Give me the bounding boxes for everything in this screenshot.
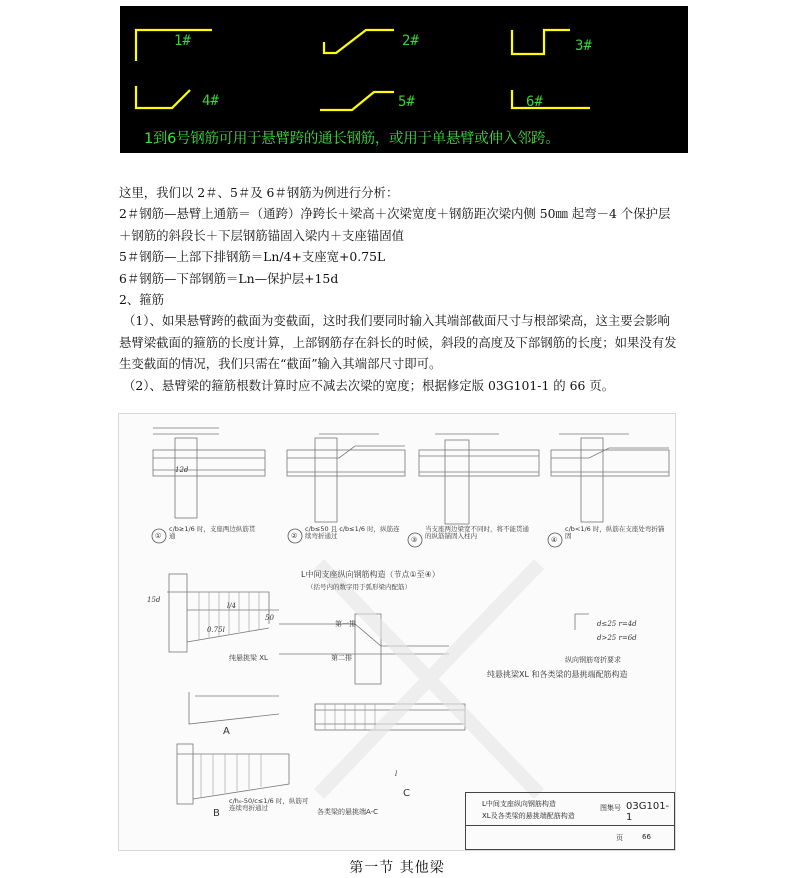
standard-drawing-scan bbox=[118, 413, 676, 851]
intro-paragraph: 这里，我们以 2＃、5＃及 6＃钢筋为例进行分析： bbox=[119, 185, 399, 200]
dim-15d: 15d bbox=[147, 596, 161, 604]
cad-caption: 1到6号钢筋可用于悬臂跨的通长钢筋，或用于单悬臂或伸入邻跨。 bbox=[144, 131, 560, 147]
node-3-note: 当支座两边梁宽不同时，将不能贯通的纵筋锚固入柱内 bbox=[425, 525, 529, 541]
title-block bbox=[465, 792, 675, 850]
bend-detail-title: 纵向钢筋弯折要求 bbox=[565, 656, 621, 664]
first-row-label: 第一排 bbox=[335, 620, 356, 628]
section-title: 第一节 其他梁 bbox=[349, 860, 445, 876]
dim-12d: 12d bbox=[175, 466, 189, 474]
node-4-note: c/b<1/6 时，纵筋在支座处弯折锚固 bbox=[565, 525, 665, 541]
bend-rule-small: d≤25 r=4d bbox=[597, 620, 637, 628]
dim-l-over-4: l/4 bbox=[227, 602, 237, 610]
atlas-label: 图集号 bbox=[600, 804, 621, 812]
rebar-shape-3 bbox=[512, 30, 570, 54]
second-row-label: 第二排 bbox=[331, 654, 352, 662]
dim-075l: 0.75l bbox=[207, 626, 225, 634]
rebar-label-4: 4# bbox=[202, 93, 219, 109]
section-c-label: C bbox=[403, 788, 410, 799]
xl-label: 纯悬挑梁 XL bbox=[229, 654, 268, 662]
cantilever-types-label: 各类梁的悬挑端A-C bbox=[317, 808, 379, 816]
rebar-label-5: 5# bbox=[398, 94, 415, 110]
rebar-label-6: 6# bbox=[526, 94, 543, 110]
page-label: 页 bbox=[616, 834, 623, 842]
node-2-note: c/b≤50 且 c/b≤1/6 时，纵筋连续弯折通过 bbox=[305, 525, 400, 541]
center-title: L中间支座纵向钢筋构造（节点①至④） bbox=[301, 570, 440, 579]
body-text bbox=[119, 182, 679, 396]
title-block-line-2: XL及各类梁的悬挑端配筋构造 bbox=[482, 812, 575, 820]
bend-rule-large: d>25 r=6d bbox=[597, 634, 637, 642]
dim-50: 50 bbox=[265, 614, 274, 622]
dim-l: l bbox=[395, 770, 398, 778]
rebar-shape-5 bbox=[320, 92, 394, 110]
rebar-shape-6 bbox=[512, 90, 590, 108]
rebar-label-1: 1# bbox=[174, 33, 191, 49]
rebar-shape-4 bbox=[136, 86, 190, 108]
rebar-label-2: 2# bbox=[402, 33, 419, 49]
page-number: 66 bbox=[642, 833, 651, 841]
side-note: c/h₀-50/c≤1/6 时，纵筋可连续弯折通过 bbox=[229, 797, 309, 813]
xl-section-title: 纯悬挑梁XL 和各类梁的悬挑端配筋构造 bbox=[487, 670, 628, 679]
stirrup-paragraph-1: （1）、如果悬臂跨的截面为变截面，这时我们要同时输入其端部截面尺寸与根部梁高，这主要会影响悬臂梁截面的箍筋的长度计算，上部钢筋存在斜长的时候，斜段的高度及下部钢筋的长度；如果没有发生变截面的情况，我们只需在“截面”输入其端部尺寸即可。 bbox=[119, 313, 677, 372]
stirrup-paragraph-2: （2）、悬臂梁的箍筋根数计算时应不减去次梁的宽度；根据修定版 03G101-1 的 66 页。 bbox=[123, 377, 615, 393]
node-1-circle: ① bbox=[155, 532, 162, 540]
node-4-circle: ④ bbox=[551, 536, 558, 544]
rebar-shape-2 bbox=[324, 30, 394, 53]
stirrup-heading: 2、箍筋 bbox=[119, 292, 165, 308]
atlas-number: 03G101-1 bbox=[626, 801, 670, 823]
node-2-circle: ② bbox=[291, 532, 298, 540]
rebar-shapes-figure bbox=[120, 6, 688, 153]
node-3-circle: ③ bbox=[411, 536, 418, 544]
node-1-note: c/b≥1/6 时，支座两边纵筋贯通 bbox=[169, 525, 256, 541]
section-a-label: A bbox=[223, 726, 230, 737]
rebar-label-3: 3# bbox=[575, 38, 592, 54]
center-subtitle: （括号内的数字用于弧形梁内配筋） bbox=[307, 583, 411, 591]
title-block-line-1: L中间支座纵向钢筋构造 bbox=[482, 800, 556, 808]
standard-drawing-lines bbox=[119, 414, 675, 850]
section-b-label: B bbox=[213, 808, 220, 819]
rebar-5-formula: 5＃钢筋—上部下排钢筋＝Ln/4+支座宽+0.75L bbox=[119, 249, 386, 265]
rebar-6-formula: 6＃钢筋—下部钢筋＝Ln—保护层+15d bbox=[119, 270, 339, 286]
rebar-2-formula: 2＃钢筋—悬臂上通筋＝（通跨）净跨长＋梁高＋次梁宽度＋钢筋距次梁内侧 50㎜ 起弯－4 个保护层＋钢筋的斜段长＋下层钢筋锚固入梁内＋支座锚固值 bbox=[119, 206, 671, 243]
